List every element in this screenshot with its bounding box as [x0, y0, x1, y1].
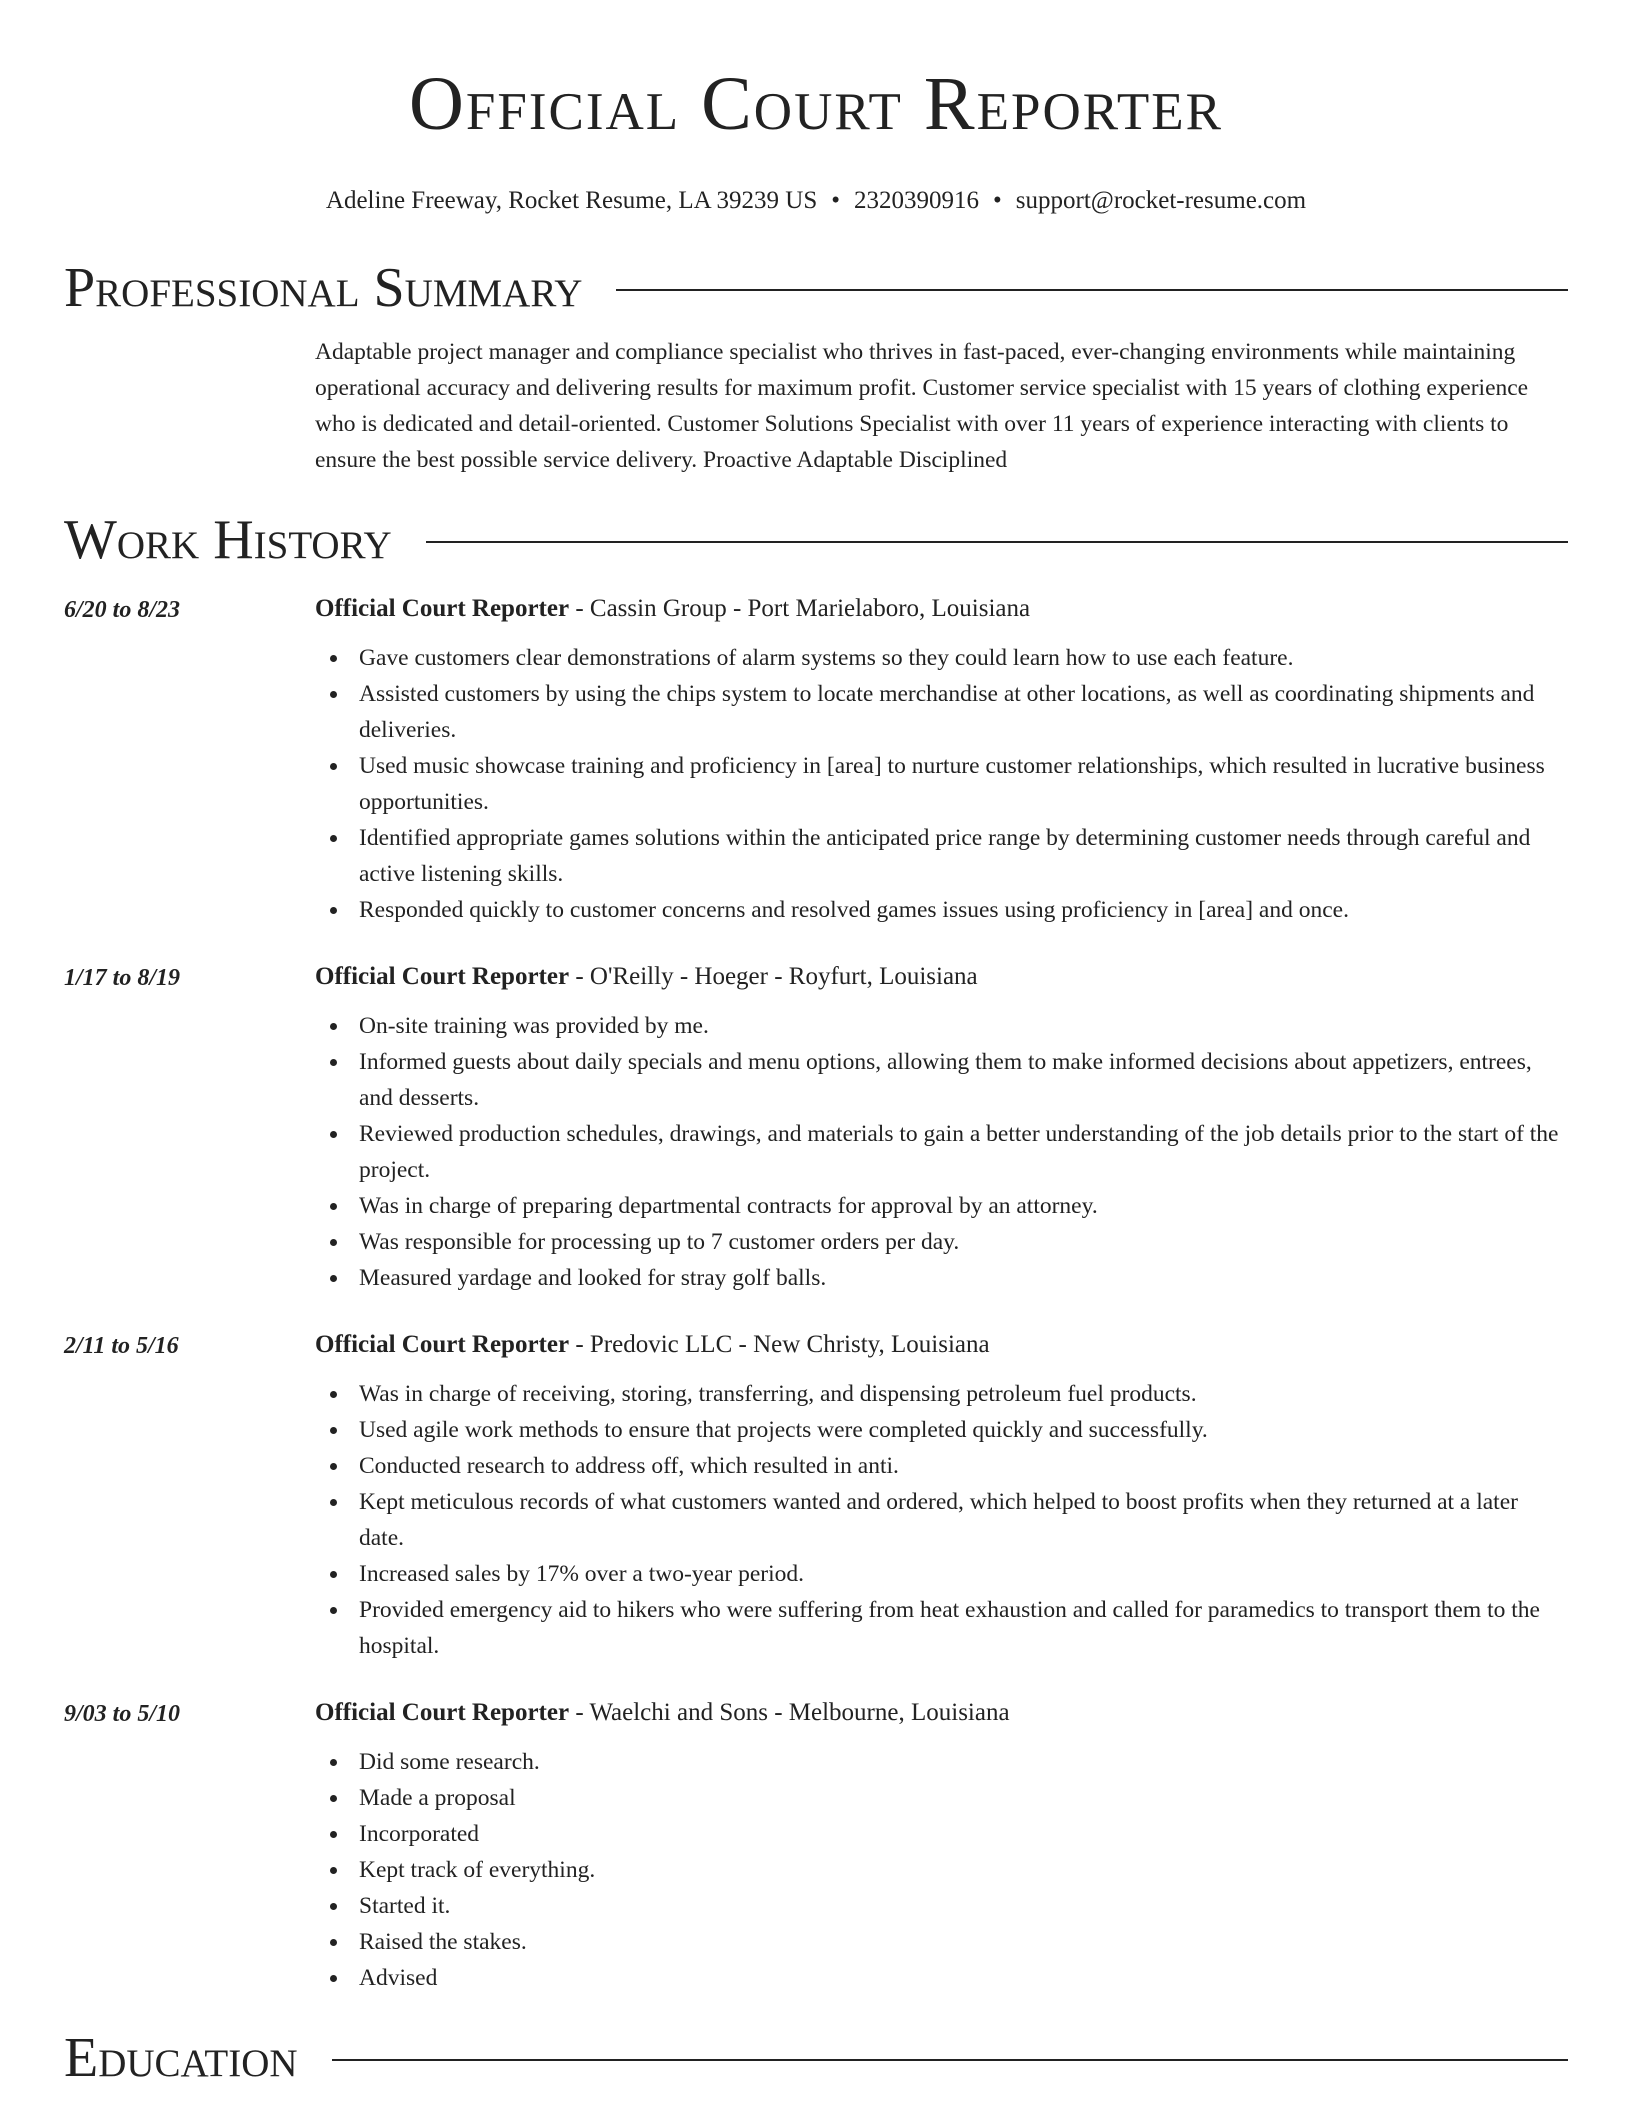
job-bullet: Incorporated: [359, 1816, 1568, 1852]
job-bullet: Increased sales by 17% over a two-year period.: [359, 1556, 1568, 1592]
work-section-header: [64, 508, 1568, 572]
work-heading: Work History: [64, 509, 392, 571]
contact-separator: •: [831, 187, 841, 214]
job-details: - Cassin Group - Port Marielaboro, Louisiana: [569, 595, 1031, 622]
job-headline: [315, 1694, 1568, 1732]
job-title: Official Court Reporter: [315, 963, 570, 990]
section-divider: [616, 289, 1568, 291]
job-entry: [64, 1326, 1568, 1664]
job-bullets: [315, 640, 1568, 928]
job-details: - O'Reilly - Hoeger - Royfurt, Louisiana: [569, 963, 978, 990]
job-details: - Waelchi and Sons - Melbourne, Louisiana: [569, 1699, 1010, 1726]
education-section-header: [64, 2026, 1568, 2090]
job-bullet: Kept meticulous records of what customers wanted and ordered, which helped to boost profits when they returned at a later date.: [359, 1484, 1568, 1556]
job-entry: [64, 958, 1568, 1296]
section-divider: [426, 541, 1568, 543]
job-bullet: Did some research.: [359, 1744, 1568, 1780]
job-title: Official Court Reporter: [315, 1331, 570, 1358]
job-entry: [64, 1694, 1568, 1996]
job-dates: 6/20 to 8/23: [64, 597, 181, 623]
job-bullets: [315, 1376, 1568, 1664]
contact-address: Adeline Freeway, Rocket Resume, LA 39239 US: [325, 187, 818, 214]
job-bullet: Raised the stakes.: [359, 1924, 1568, 1960]
job-title: Official Court Reporter: [315, 595, 570, 622]
section-divider: [332, 2059, 1568, 2061]
summary-text: Adaptable project manager and compliance specialist who thrives in fast-paced, ever-changing environments while maintaining operational accuracy and delivering results for maximum profit. Customer service specialist with 15 years of clothing experience who is dedicated and detail-oriented. Customer Solutions Specialist with over 11 years of experience interacting with clients to ensure the best possible service delivery. Proactive Adaptable Disciplined: [315, 339, 1529, 473]
job-dates: 9/03 to 5/10: [64, 1701, 181, 1727]
job-bullet: Advised: [359, 1960, 1568, 1996]
job-bullet: Assisted customers by using the chips system to locate merchandise at other locations, as well as coordinating shipments and deliveries.: [359, 676, 1568, 748]
job-bullet: Was in charge of preparing departmental contracts for approval by an attorney.: [359, 1188, 1568, 1224]
job-bullets: [315, 1744, 1568, 1996]
job-body: [315, 590, 1568, 928]
job-bullet: Measured yardage and looked for stray golf balls.: [359, 1260, 1568, 1296]
job-bullet: Used agile work methods to ensure that projects were completed quickly and successfully.: [359, 1412, 1568, 1448]
job-bullet: Conducted research to address off, which resulted in anti.: [359, 1448, 1568, 1484]
job-bullet: Started it.: [359, 1888, 1568, 1924]
summary-heading: Professional Summary: [64, 257, 583, 319]
job-title: Official Court Reporter: [315, 1699, 570, 1726]
job-bullet: Kept track of everything.: [359, 1852, 1568, 1888]
job-bullet: Responded quickly to customer concerns and resolved games issues using proficiency in [area] and once.: [359, 892, 1568, 928]
job-body: [315, 1326, 1568, 1664]
job-dates: 1/17 to 8/19: [64, 965, 181, 991]
education-heading: Education: [64, 2027, 298, 2089]
job-headline: [315, 590, 1568, 628]
job-details: - Predovic LLC - New Christy, Louisiana: [569, 1331, 990, 1358]
job-bullet: Identified appropriate games solutions within the anticipated price range by determining customer needs through careful and active listening skills.: [359, 820, 1568, 892]
job-bullet: Was in charge of receiving, storing, transferring, and dispensing petroleum fuel products.: [359, 1376, 1568, 1412]
job-body: [315, 1694, 1568, 1996]
contact-line: [64, 184, 1568, 218]
job-bullet: Informed guests about daily specials and menu options, allowing them to make informed decisions about appetizers, entrees, and desserts.: [359, 1044, 1568, 1116]
job-bullet: On-site training was provided by me.: [359, 1008, 1568, 1044]
job-headline: [315, 958, 1568, 996]
job-bullet: Reviewed production schedules, drawings, and materials to gain a better understanding of the job details prior to the start of the project.: [359, 1116, 1568, 1188]
work-history-list: [64, 590, 1568, 1996]
resume-title: Official Court Reporter: [408, 62, 1223, 146]
job-bullet: Was responsible for processing up to 7 customer orders per day.: [359, 1224, 1568, 1260]
contact-phone: 2320390916: [854, 187, 980, 214]
job-bullets: [315, 1008, 1568, 1296]
contact-email: support@rocket-resume.com: [1015, 187, 1307, 214]
summary-section-header: [64, 256, 1568, 320]
job-bullet: Used music showcase training and proficiency in [area] to nurture customer relationships, which resulted in lucrative business opportunities.: [359, 748, 1568, 820]
job-bullet: Gave customers clear demonstrations of alarm systems so they could learn how to use each feature.: [359, 640, 1568, 676]
job-body: [315, 958, 1568, 1296]
job-headline: [315, 1326, 1568, 1364]
contact-separator: •: [993, 187, 1002, 214]
job-dates: 2/11 to 5/16: [64, 1333, 179, 1359]
job-bullet: Provided emergency aid to hikers who were suffering from heat exhaustion and called for paramedics to transport them to the hospital.: [359, 1592, 1568, 1664]
job-bullet: Made a proposal: [359, 1780, 1568, 1816]
job-entry: [64, 590, 1568, 928]
